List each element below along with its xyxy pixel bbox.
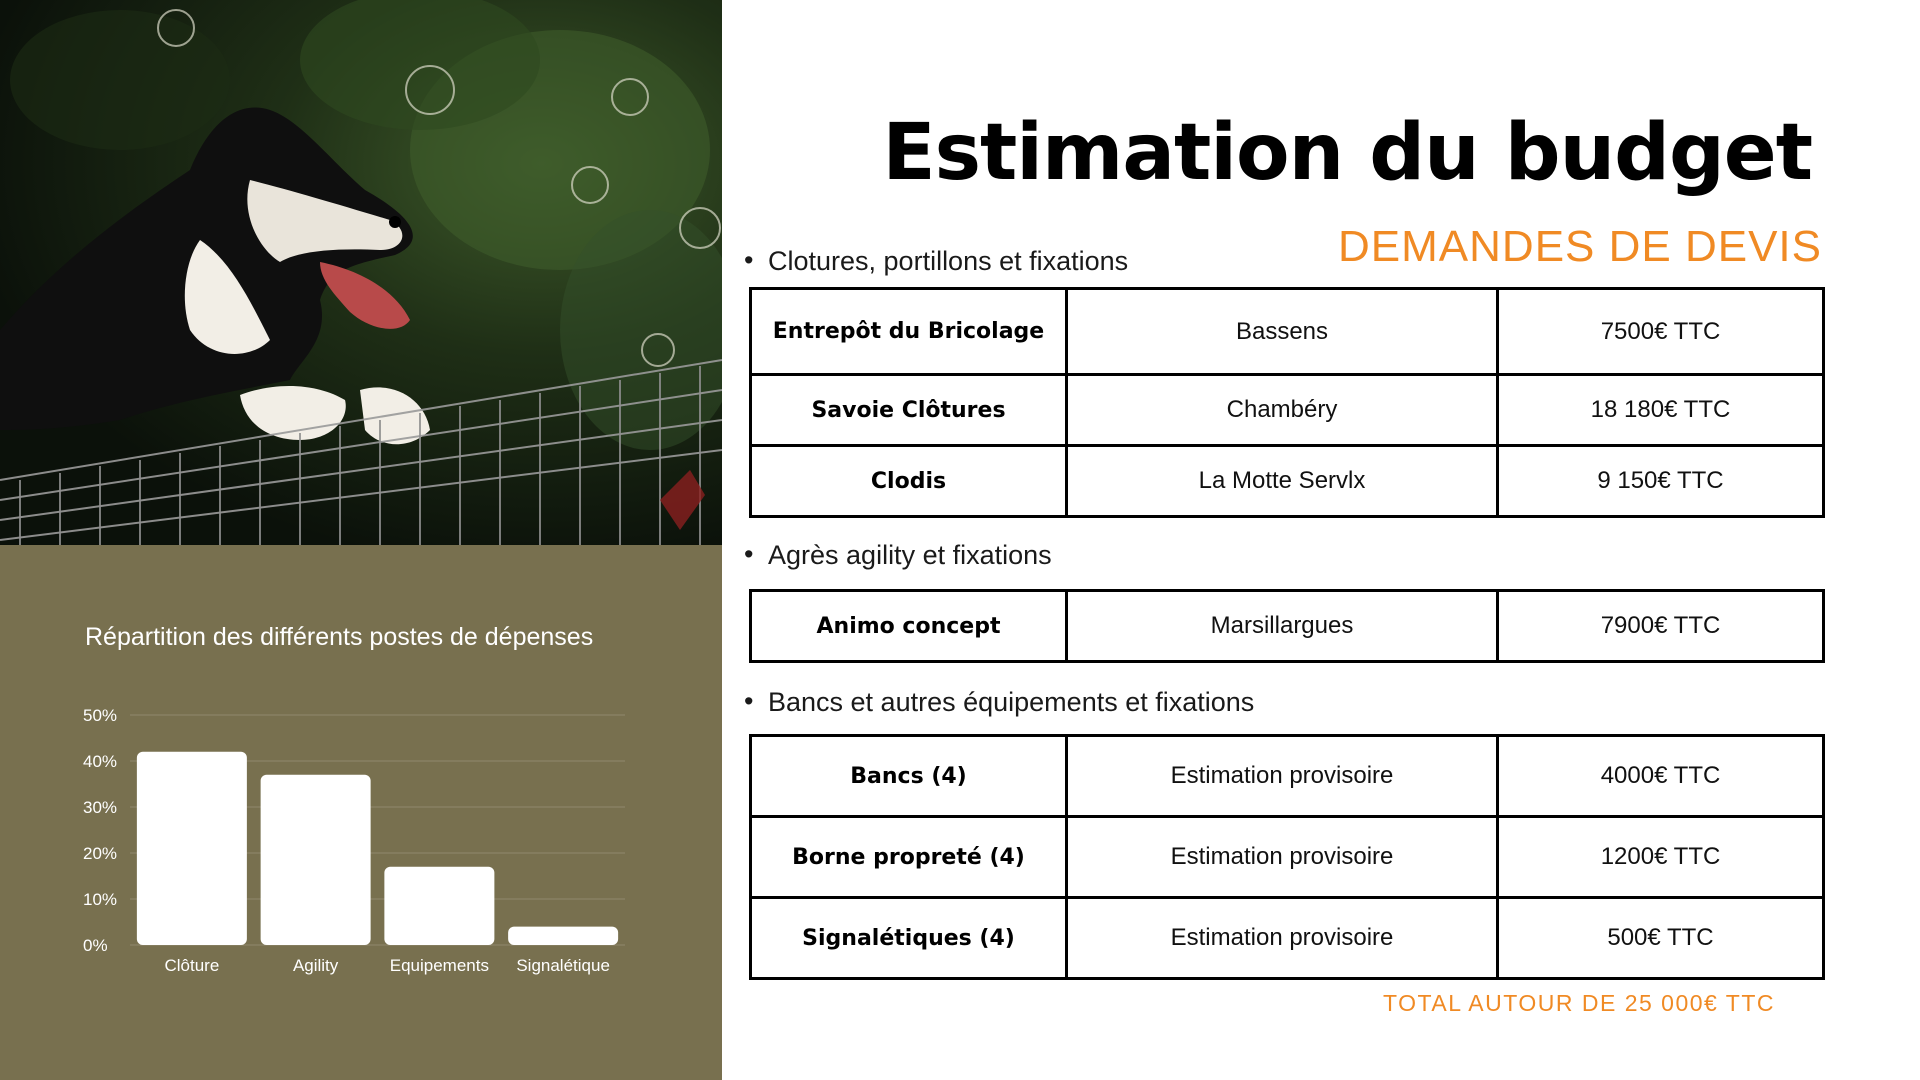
supplier-price: 9 150€ TTC (1498, 446, 1824, 517)
bar-clôture (137, 752, 247, 945)
table-row (751, 736, 1824, 817)
supplier-price: 7900€ TTC (1498, 591, 1824, 662)
dog-photo (0, 0, 722, 545)
supplier-name: Bancs (4) (751, 736, 1067, 817)
supplier-location: Estimation provisoire (1067, 898, 1498, 979)
page-title: Estimation du budget (882, 108, 1812, 198)
chart-panel (0, 545, 722, 1080)
supplier-price: 4000€ TTC (1498, 736, 1824, 817)
table-row (751, 289, 1824, 375)
supplier-name: Signalétiques (4) (751, 898, 1067, 979)
quotes-table-agility (749, 589, 1825, 663)
x-tick-label: Clôture (164, 956, 220, 975)
supplier-name: Entrepôt du Bricolage (751, 289, 1067, 375)
supplier-price: 1200€ TTC (1498, 817, 1824, 898)
supplier-location: Chambéry (1067, 375, 1498, 446)
supplier-location: La Motte Servlx (1067, 446, 1498, 517)
supplier-name: Borne propreté (4) (751, 817, 1067, 898)
supplier-location: Estimation provisoire (1067, 736, 1498, 817)
y-tick-label: 10% (83, 890, 118, 909)
section-bullet-bancs: • Bancs et autres équipements et fixations (768, 687, 1254, 718)
x-tick-label: Equipements (389, 956, 489, 975)
page-subtitle: DEMANDES DE DEVIS (1338, 222, 1822, 271)
total-estimate: TOTAL AUTOUR DE 25 000€ TTC (1383, 990, 1776, 1016)
section-bullet-clotures: • Clotures, portillons et fixations (768, 246, 1128, 277)
table-row (751, 375, 1824, 446)
supplier-name: Savoie Clôtures (751, 375, 1067, 446)
bar-agility (261, 775, 371, 945)
y-tick-label: 40% (83, 752, 118, 771)
supplier-name: Animo concept (751, 591, 1067, 662)
bar-chart (0, 545, 722, 1080)
supplier-price: 18 180€ TTC (1498, 375, 1824, 446)
dog-photo-illustration (0, 0, 722, 545)
supplier-name: Clodis (751, 446, 1067, 517)
supplier-location: Marsillargues (1067, 591, 1498, 662)
table-row (751, 898, 1824, 979)
x-tick-label: Signalétique (516, 956, 610, 975)
table-row (751, 591, 1824, 662)
y-tick-label: 50% (83, 706, 118, 725)
chart-title: Répartition des différents postes de dépenses (85, 623, 594, 651)
supplier-location: Bassens (1067, 289, 1498, 375)
supplier-price: 500€ TTC (1498, 898, 1824, 979)
supplier-price: 7500€ TTC (1498, 289, 1824, 375)
supplier-location: Estimation provisoire (1067, 817, 1498, 898)
y-tick-label: 30% (83, 798, 118, 817)
y-tick-label: 0% (83, 936, 108, 955)
y-tick-label: 20% (83, 844, 118, 863)
table-row (751, 446, 1824, 517)
quotes-table-bancs (749, 734, 1825, 980)
table-row (751, 817, 1824, 898)
bar-signalétique (508, 927, 618, 945)
quotes-table-clotures (749, 287, 1825, 518)
bar-equipements (384, 867, 494, 945)
section-bullet-agility: • Agrès agility et fixations (768, 540, 1052, 571)
x-tick-label: Agility (292, 956, 339, 975)
